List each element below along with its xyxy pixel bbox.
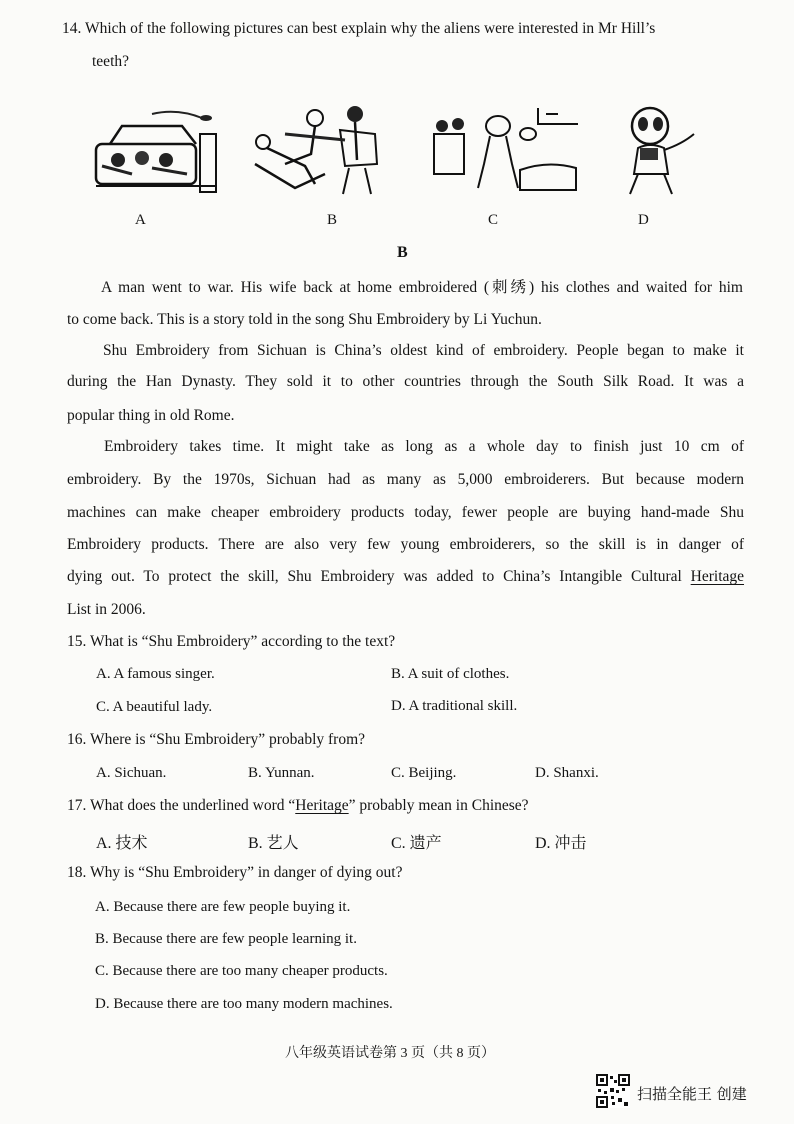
q18-stem: 18. Why is “Shu Embroidery” in danger of dying out?	[67, 864, 403, 881]
q17-underlined-word: Heritage	[295, 797, 349, 814]
picture-d-alien-illustration	[610, 104, 700, 196]
scanner-watermark-text: 扫描全能王 创建	[637, 1085, 747, 1103]
passage-p3-line6: List in 2006.	[67, 601, 146, 618]
picture-c-aliens-illustration	[428, 104, 578, 196]
passage-p3-line4: Embroidery products. There are also very few young embroiderers, so the skill is in danger of	[67, 536, 744, 553]
picture-label-c: C	[488, 212, 499, 228]
passage-p2-line3: popular thing in old Rome.	[67, 407, 235, 424]
q18-option-b[interactable]: B. Because there are few people learning it.	[95, 931, 357, 947]
q17-option-a[interactable]: A. 技术	[96, 835, 148, 852]
passage-p3-line2: embroidery. By the 1970s, Sichuan had as many as 5,000 embroiderers. But because modern	[67, 471, 744, 488]
picture-label-b: B	[327, 212, 338, 228]
passage-p3-line5	[67, 568, 744, 586]
q18-option-a[interactable]: A. Because there are few people buying it.	[95, 899, 351, 915]
picture-b-dentist-illustration	[245, 104, 393, 196]
q16-stem: 16. Where is “Shu Embroidery” probably from?	[67, 731, 366, 748]
q17-option-b[interactable]: B. 艺人	[248, 835, 299, 852]
q15-option-d[interactable]: D. A traditional skill.	[391, 698, 518, 714]
q15-option-c[interactable]: C. A beautiful lady.	[96, 699, 213, 715]
passage-p3-line5-text: dying out. To protect the skill, Shu Embroidery was added to China’s Intangible Cultural	[67, 568, 682, 585]
q18-option-d[interactable]: D. Because there are too many modern machines.	[95, 996, 393, 1012]
picture-label-d: D	[638, 212, 649, 228]
q16-option-a[interactable]: A. Sichuan.	[96, 765, 167, 781]
q16-option-c[interactable]: C. Beijing.	[391, 765, 457, 781]
q15-option-a[interactable]: A. A famous singer.	[96, 666, 215, 682]
passage-p2-line1: Shu Embroidery from Sichuan is China’s oldest kind of embroidery. People began to make it	[103, 342, 744, 359]
q17-option-c[interactable]: C. 遗产	[391, 835, 442, 852]
q15-stem: 15. What is “Shu Embroidery” according to the text?	[67, 633, 396, 650]
section-heading: B	[397, 244, 408, 261]
passage-p1-line1: A man went to war. His wife back at home embroidered (刺绣) his clothes and waited for him	[101, 279, 743, 296]
q16-option-d[interactable]: D. Shanxi.	[535, 765, 599, 781]
q17-stem	[67, 797, 529, 815]
q14-stem-line1: 14. Which of the following pictures can best explain why the aliens were interested in Mr Hill’s	[62, 20, 656, 37]
q15-option-b[interactable]: B. A suit of clothes.	[391, 666, 510, 682]
passage-p3-line1: Embroidery takes time. It might take as long as a whole day to finish just 10 cm of	[104, 438, 744, 455]
picture-a-car-illustration	[92, 104, 220, 196]
passage-p3-line3: machines can make cheaper embroidery products today, fewer people are buying hand-made Shu	[67, 504, 744, 521]
passage-p1-line2: to come back. This is a story told in the song Shu Embroidery by Li Yuchun.	[67, 311, 542, 328]
q18-option-c[interactable]: C. Because there are too many cheaper products.	[95, 963, 388, 979]
q17-stem-post: ” probably mean in Chinese?	[348, 797, 529, 814]
qr-code-icon	[596, 1074, 630, 1108]
picture-label-a: A	[135, 212, 146, 228]
q16-option-b[interactable]: B. Yunnan.	[248, 765, 315, 781]
passage-p2-line2: during the Han Dynasty. They sold it to other countries through the South Silk Road. It was a	[67, 373, 744, 390]
q17-stem-pre: 17. What does the underlined word “	[67, 797, 296, 814]
underlined-word-heritage: Heritage	[690, 568, 745, 585]
q14-stem-line2: teeth?	[92, 53, 130, 70]
q17-option-d[interactable]: D. 冲击	[535, 835, 587, 852]
page-footer: 八年级英语试卷第 3 页（共 8 页）	[285, 1046, 495, 1061]
